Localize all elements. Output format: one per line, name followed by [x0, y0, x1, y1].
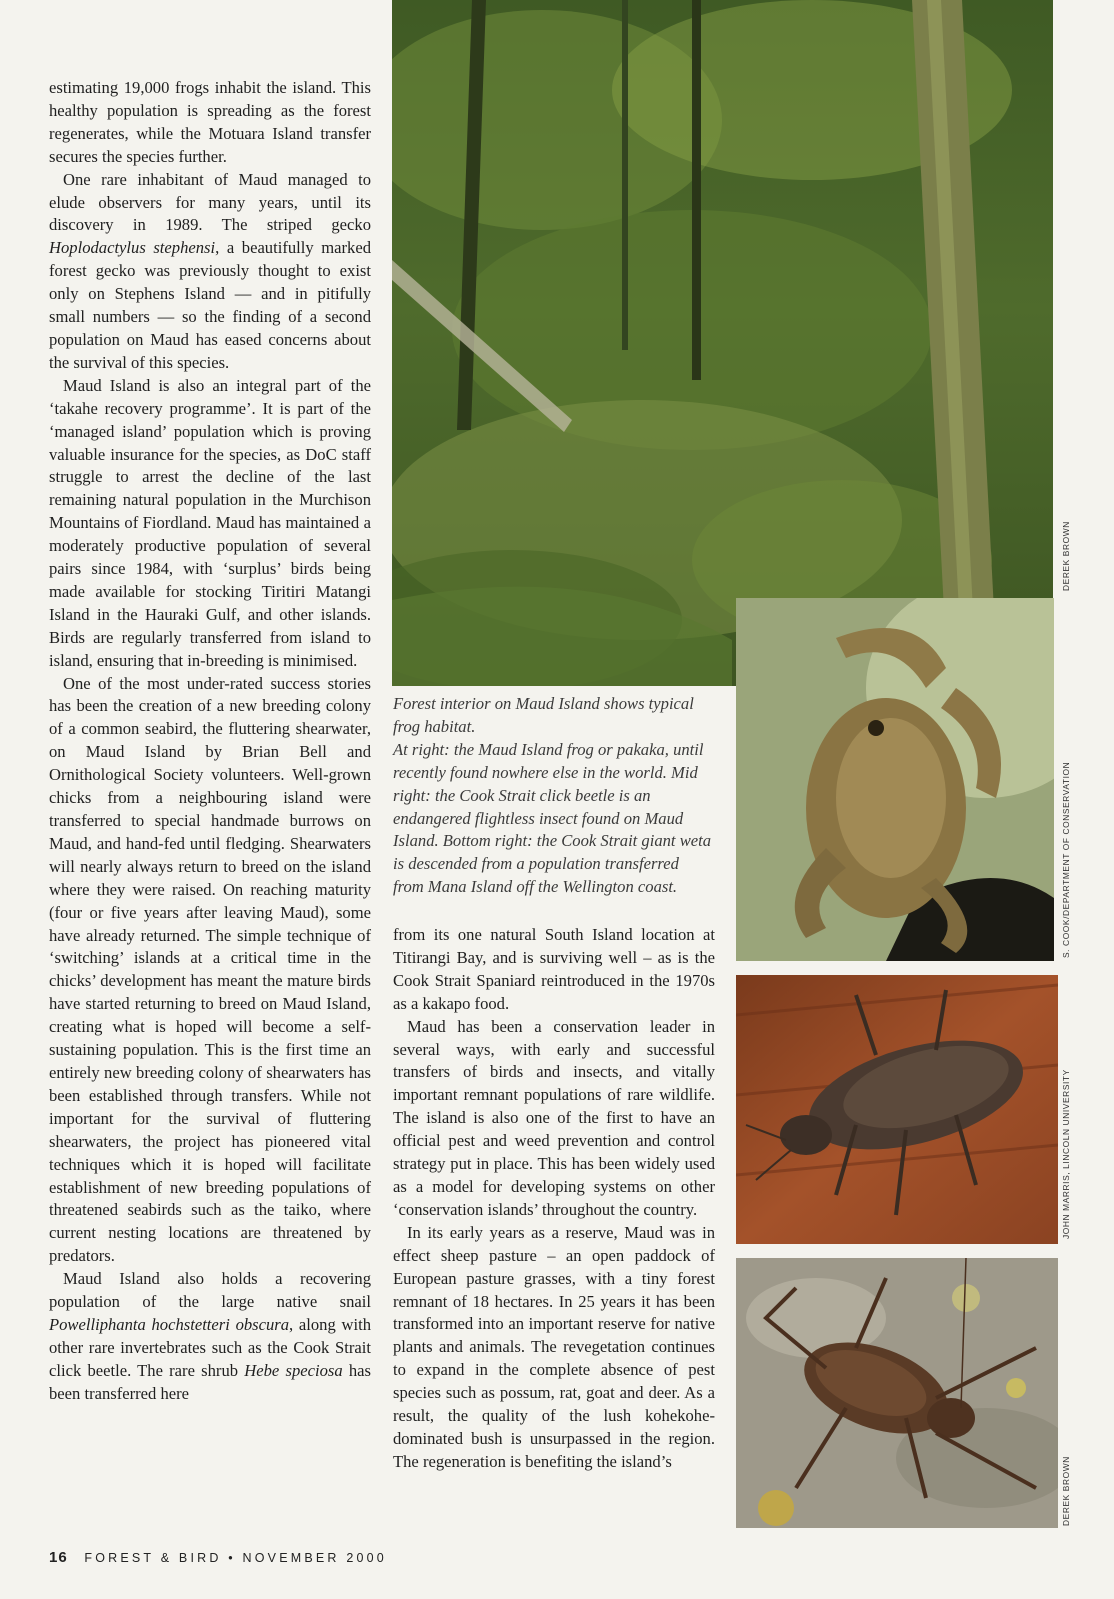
paragraph: Maud Island also holds a recovering population of the large native snail Powelliphanta hochstetteri obscura, along with other rare invertebrates such as the Cook Strait click beetle. The rare shrub Hebe speciosa has been transferred here [49, 1269, 371, 1403]
forest-photo [392, 0, 1053, 686]
caption-line: At right: the Maud Island frog or pakaka, until recently found nowhere else in the world. Mid right: the Cook Strait click beetle is an endangered flightless insect found on Maud Island. Bottom right: the Cook Strait giant weta is descended from a population transferred from Mana Island off the Wellington coast. [393, 739, 712, 897]
paragraph: Maud has been a conservation leader in several ways, with early and successful transfers of birds and insects, and vitally important remnant populations of rare wildlife. The island is also one of the first to have an official pest and weed prevention and control strategy put in place. This has been widely used as a model for developing systems on other ‘conservation islands’ throughout the country. [393, 1016, 715, 1219]
paragraph: One of the most under-rated success stories has been the creation of a new breeding colony of a common seabird, the fluttering shearwater, on Maud Island by Brian Bell and Ornithological Society volunteers. Well-grown chicks from a neighbouring island were transferred to special handmade burrows on Maud, and hand-fed until fledging. Shearwaters will nearly always return to breed on the island where they were raised. On reaching maturity (four or five years after leaving Maud), some have already returned. The simple technique of ‘switching’ islands at a critical time in the chicks’ development has meant the mature birds have started returning to breed on Maud Island, creating what is hoped will become a self-sustaining population. This is the first time an entirely new breeding colony of shearwaters has been established through transfers. While not important for the survival of fluttering shearwaters, the project has pioneered vital techniques which it is hoped will facilitate establishment of new breeding populations of threatened seabirds such as the taiko, where current nesting locations are threatened by predators. [49, 673, 371, 1266]
photo-caption [393, 693, 713, 899]
middle-column [393, 924, 715, 1474]
photo-credit-weta: DEREK BROWN [1061, 1456, 1071, 1526]
paragraph: from its one natural South Island location at Titirangi Bay, and is surviving well – as is the Cook Strait Spaniard reintroduced in the 1970s as a kakapo food. [393, 925, 715, 1013]
photo-credit-frog: S. COOK/DEPARTMENT OF CONSERVATION [1061, 761, 1071, 958]
publication-line: FOREST & BIRD • NOVEMBER 2000 [84, 1551, 387, 1565]
photo-credit-beetle: JOHN MARRIS, LINCOLN UNIVERSITY [1061, 1069, 1071, 1239]
beetle-photo [736, 975, 1058, 1244]
paragraph: estimating 19,000 frogs inhabit the island. This healthy population is spreading as the forest regenerates, while the Motuara Island transfer secures the species further. [49, 78, 371, 166]
left-column [49, 77, 371, 1406]
caption-line: Forest interior on Maud Island shows typical frog habitat. [393, 694, 694, 736]
frog-photo [736, 598, 1054, 961]
paragraph: In its early years as a reserve, Maud was in effect sheep pasture – an open paddock of European pasture grasses, with a tiny forest remnant of 18 hectares. In 25 years it has been transformed into an important reserve for native plants and animals. The revegetation continues to expand in the complete absence of pest species such as possum, rat, goat and deer. As a result, the quality of the lush kohekohe-dominated bush is unsurpassed in the region. The regeneration is benefiting the island’s [393, 1222, 715, 1471]
paragraph: Maud Island is also an integral part of the ‘takahe recovery programme’. It is part of the ‘managed island’ population which is proving valuable insurance for the species, as DoC staff struggle to arrest the decline of the last remaining natural population in the Murchison Mountains of Fiordland. Maud has maintained a moderately productive population of several pairs since 1984, with ‘surplus’ birds being made available for stocking Tiritiri Matangi Island in the Hauraki Gulf, and other islands. Birds are regularly transferred from island to island, ensuring that in-breeding is minimised. [49, 375, 371, 670]
paragraph: One rare inhabitant of Maud managed to elude observers for many years, until its discovery in 1989. The striped gecko Hoplodactylus stephensi, a beautifully marked forest gecko was previously thought to exist only on Stephens Island — and in pitifully small numbers — so the finding of a second population on Maud has eased concerns about the survival of this species. [49, 169, 371, 372]
photo-credit-forest: DEREK BROWN [1061, 521, 1071, 591]
species-name: Hebe speciosa [244, 1360, 343, 1380]
page-footer [49, 1549, 387, 1566]
weta-photo [736, 1258, 1058, 1528]
species-name: Powelliphanta hochstetteri obscura [49, 1314, 290, 1334]
page-number: 16 [49, 1549, 68, 1566]
species-name: Hoplodactylus stephensi [49, 238, 216, 258]
